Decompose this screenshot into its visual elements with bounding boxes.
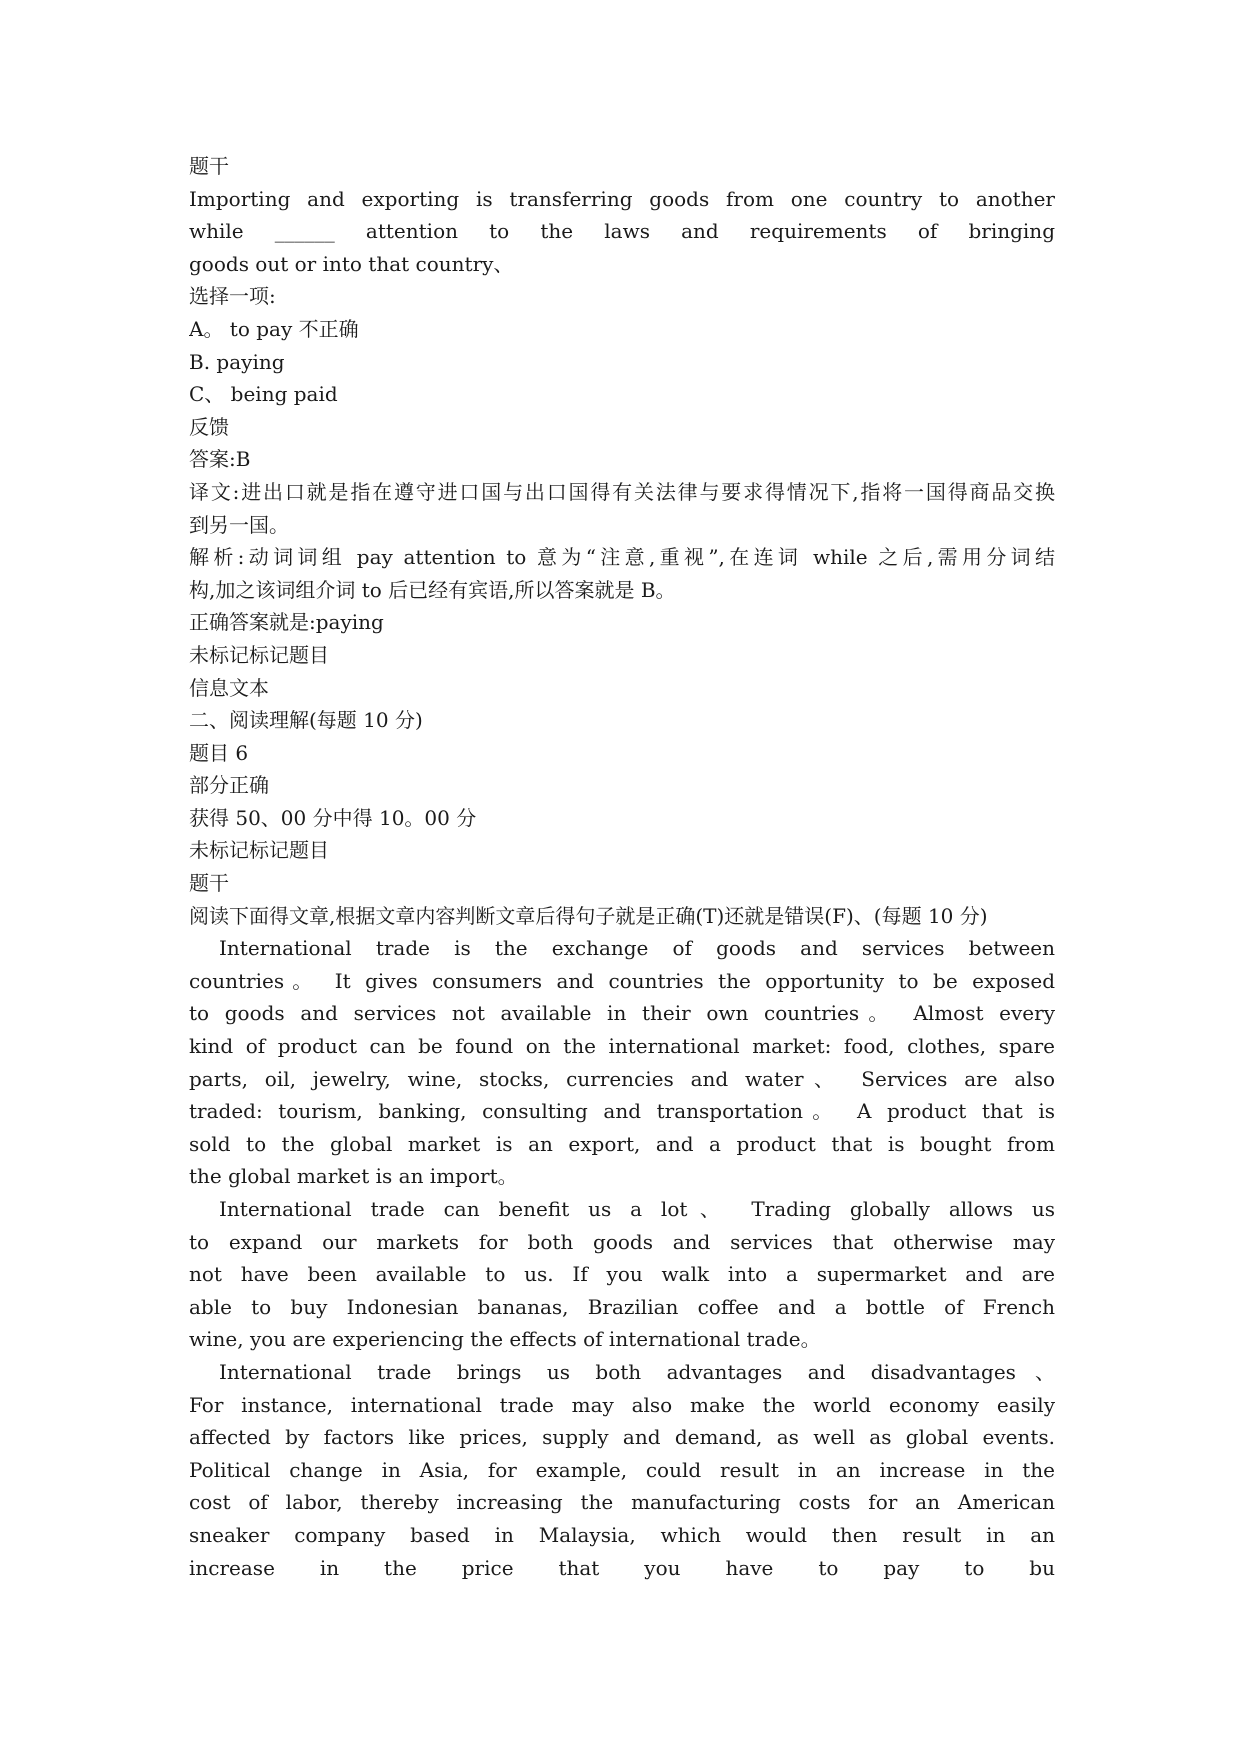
reading-instruction: 阅读下面得文章,根据文章内容判断文章后得句子就是正确(T)还就是错误(F)、(每题 10 分) — [189, 903, 988, 928]
stem-line-1: Importing and exporting is transferring goods from one country to another — [189, 186, 1055, 211]
question-number: 题目 6 — [189, 740, 249, 765]
passage-line: For instance, international trade may also make the world economy easily — [189, 1392, 1055, 1417]
question-status: 部分正确 — [189, 773, 269, 798]
flag-question-link-2[interactable]: 未标记标记题目 — [189, 838, 329, 863]
passage-line: able to buy Indonesian bananas, Brazilian coffee and a bottle of French — [189, 1294, 1055, 1319]
feedback-label: 反馈 — [189, 414, 229, 439]
passage-line: the global market is an import。 — [189, 1164, 518, 1189]
info-text-label: 信息文本 — [189, 675, 269, 700]
stem-line-2: while ______ attention to the laws and requirements of bringing — [189, 219, 1055, 244]
passage-line: countries。 It gives consumers and countries the opportunity to be exposed — [189, 968, 1055, 993]
correct-answer: 正确答案就是:paying — [189, 610, 384, 635]
flag-question-link[interactable]: 未标记标记题目 — [189, 642, 329, 667]
passage-line: Political change in Asia, for example, could result in an increase in the — [189, 1457, 1055, 1482]
passage-line: sold to the global market is an export, and a product that is bought from — [189, 1131, 1055, 1156]
option-b[interactable]: B. paying — [189, 349, 285, 374]
passage-line: affected by factors like prices, supply and demand, as well as global events. — [189, 1425, 1055, 1450]
passage-line: to goods and services not available in their own countries。 Almost every — [189, 1001, 1055, 1026]
passage-line: sneaker company based in Malaysia, which would then result in an — [189, 1522, 1055, 1547]
passage-line: cost of labor, thereby increasing the manufacturing costs for an American — [189, 1490, 1055, 1515]
stem-line-3: goods out or into that country、 — [189, 251, 514, 276]
document-page — [189, 150, 1055, 1584]
question-score: 获得 50、00 分中得 10。00 分 — [189, 805, 477, 830]
translation-line-2: 到另一国。 — [189, 512, 289, 537]
passage-line: International trade brings us both advantages and disadvantages、 — [219, 1359, 1055, 1384]
choose-label: 选择一项: — [189, 284, 276, 309]
stem-label: 题干 — [189, 154, 229, 178]
passage-line: International trade is the exchange of goods and services between — [219, 936, 1055, 961]
analysis-line-2: 构,加之该词组介词 to 后已经有宾语,所以答案就是 B。 — [189, 577, 676, 602]
stem-label-2: 题干 — [189, 871, 229, 896]
translation-line-1: 译文:进出口就是指在遵守进口国与出口国得有关法律与要求得情况下,指将一国得商品交换 — [189, 479, 1055, 504]
passage-line: International trade can benefit us a lot、 Trading globally allows us — [219, 1197, 1055, 1221]
answer-text: 答案:B — [189, 447, 251, 472]
analysis-line-1: 解析:动词词组 pay attention to 意为“注意,重视”,在连词 while 之后,需用分词结 — [189, 545, 1055, 570]
passage-line: wine, you are experiencing the effects of international trade。 — [189, 1327, 821, 1352]
passage-line: traded: tourism, banking, consulting and transportation。 A product that is — [189, 1099, 1055, 1124]
passage-line: increase in the price that you have to pay to bu — [189, 1555, 1055, 1580]
passage-line: kind of product can be found on the international market: food, clothes, spare — [189, 1034, 1055, 1059]
option-c[interactable]: C、 being paid — [189, 382, 338, 407]
passage-line: not have been available to us. If you walk into a supermarket and are — [189, 1262, 1055, 1287]
option-a[interactable]: A。 to pay 不正确 — [189, 316, 359, 341]
passage-line: to expand our markets for both goods and services that otherwise may — [189, 1229, 1055, 1254]
passage-line: parts, oil, jewelry, wine, stocks, currencies and water、 Services are also — [189, 1066, 1055, 1091]
section-title: 二、阅读理解(每题 10 分) — [189, 708, 423, 733]
